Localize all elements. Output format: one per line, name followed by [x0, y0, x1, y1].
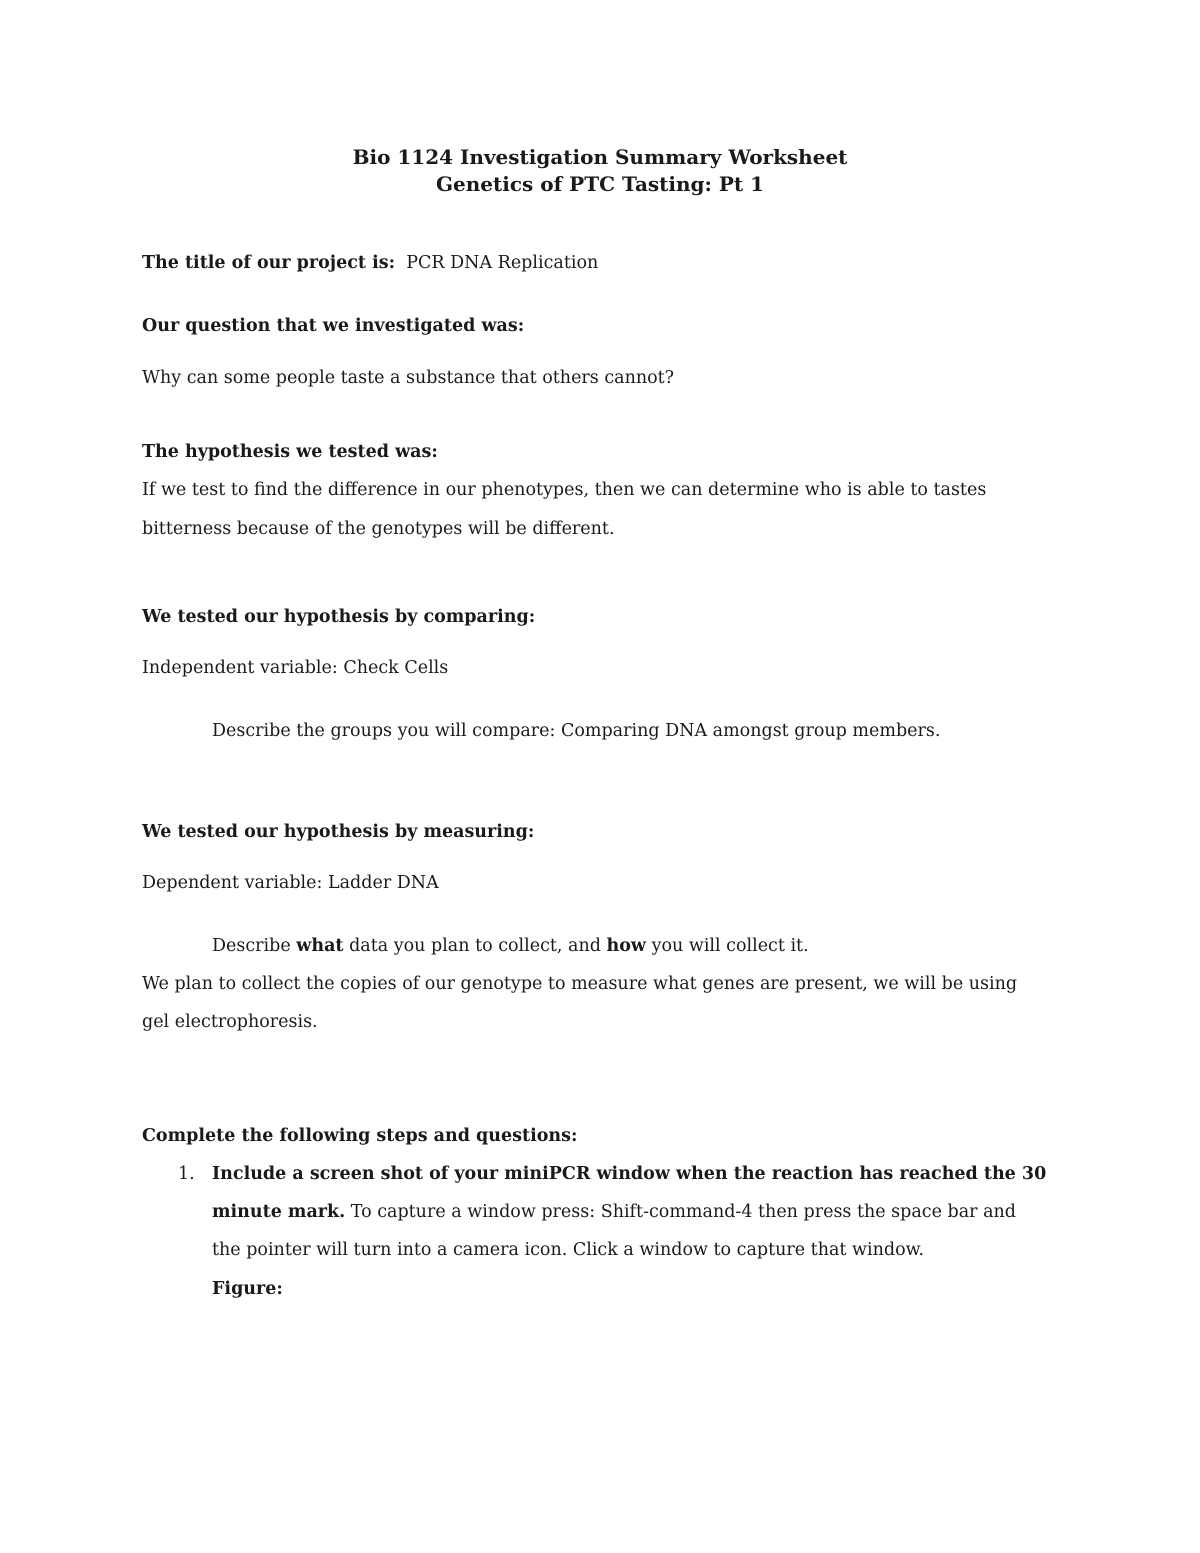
- page-subtitle: Genetics of PTC Tasting: Pt 1: [435, 172, 765, 196]
- hypothesis-text-line-2: bitterness because of the genotypes will be different.: [142, 519, 615, 539]
- dependent-variable-label: Dependent variable:: [142, 873, 323, 893]
- prompt-part-describe: Describe: [212, 936, 291, 956]
- data-collection-answer-line-1: We plan to collect the copies of our genotype to measure what genes are present, we will be using: [142, 974, 1018, 994]
- step-1-number: 1.: [178, 1164, 195, 1184]
- prompt-part-middle: data you plan to collect, and: [349, 936, 601, 956]
- independent-variable-line: [142, 656, 448, 680]
- hypothesis-text-line-1: If we test to find the difference in our phenotypes, then we can determine who is able to tastes: [142, 480, 987, 500]
- prompt-part-end: you will collect it.: [651, 936, 809, 956]
- groups-prompt: Describe the groups you will compare:: [212, 721, 556, 741]
- measuring-label: We tested our hypothesis by measuring:: [142, 822, 535, 842]
- step-1-instructions: To capture a window press: Shift-command-4 then press the space bar and: [350, 1202, 1016, 1222]
- groups-answer: Comparing DNA amongst group members.: [560, 721, 941, 741]
- project-title-value: PCR DNA Replication: [406, 253, 599, 273]
- project-title-line: [142, 251, 598, 275]
- question-answer: Why can some people taste a substance that others cannot?: [142, 368, 675, 388]
- independent-variable-label: Independent variable:: [142, 658, 338, 678]
- steps-heading: Complete the following steps and questions:: [142, 1126, 578, 1146]
- step-1-bold-end: minute mark.: [212, 1202, 346, 1222]
- dependent-variable-line: [142, 871, 439, 895]
- comparing-label: We tested our hypothesis by comparing:: [142, 607, 536, 627]
- step-1-text-line-3: the pointer will turn into a camera icon. Click a window to capture that window.: [212, 1240, 925, 1260]
- prompt-part-what: what: [296, 936, 344, 956]
- data-collection-prompt: [212, 934, 809, 958]
- data-collection-answer-line-2: gel electrophoresis.: [142, 1012, 318, 1032]
- step-1-text-line-1: Include a screen shot of your miniPCR window when the reaction has reached the 30: [212, 1164, 1047, 1184]
- dependent-variable-value: Ladder DNA: [328, 873, 439, 893]
- figure-label: Figure:: [212, 1279, 283, 1299]
- independent-variable-value: Check Cells: [343, 658, 449, 678]
- hypothesis-label: The hypothesis we tested was:: [142, 442, 438, 462]
- prompt-part-how: how: [606, 936, 646, 956]
- groups-line: [212, 719, 940, 743]
- project-title-label: The title of our project is:: [142, 253, 396, 273]
- page-title: Bio 1124 Investigation Summary Worksheet: [352, 145, 848, 169]
- question-label: Our question that we investigated was:: [142, 316, 525, 336]
- step-1-text-line-2: [212, 1200, 1016, 1224]
